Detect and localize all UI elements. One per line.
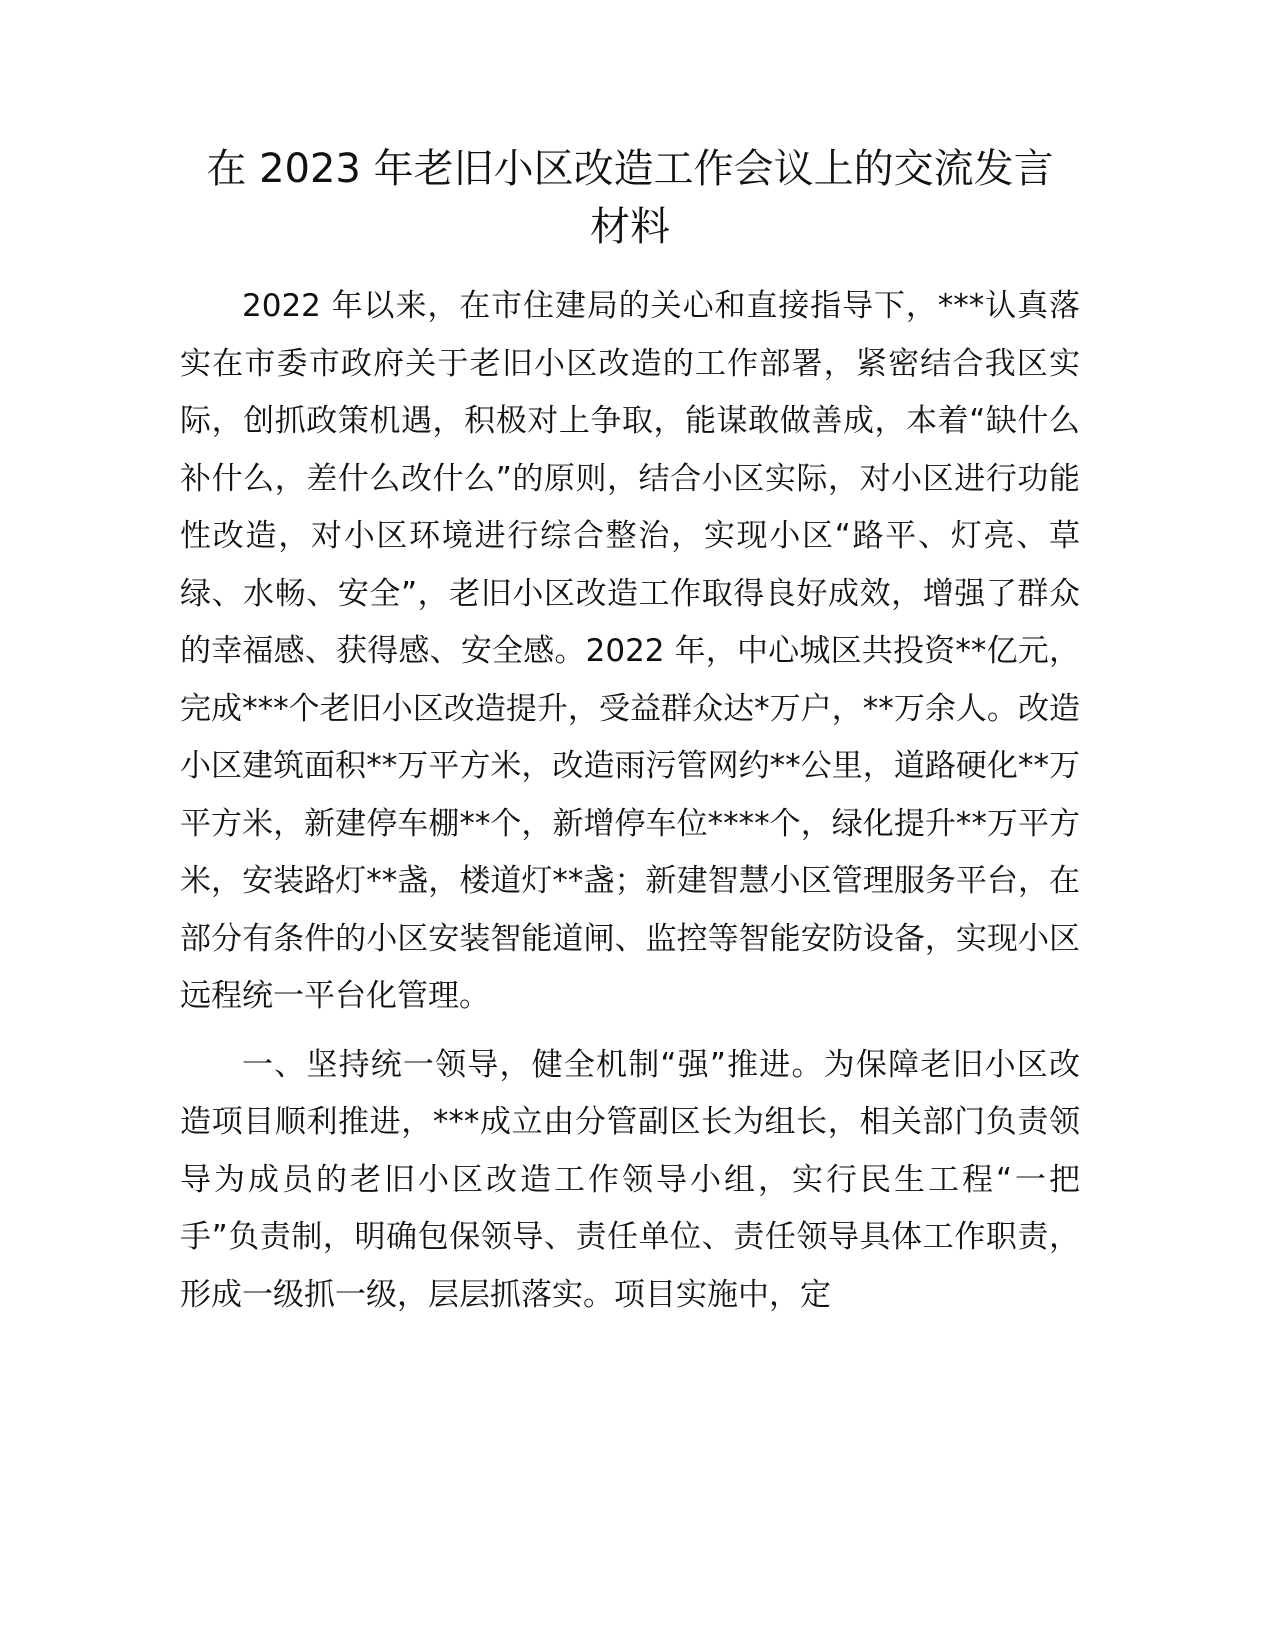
intro-paragraph: 2022 年以来，在市住建局的关心和直接指导下，***认真落实在市委市政府关于老旧小区改造的工作部署，紧密结合我区实际，创抓政策机遇，积极对上争取，能谋敢做善成，本着“缺什么补什么，差什么改什么”的原则，结合小区实际，对小区进行功能性改造，对小区环境进行综合整治，实现小区“路平、灯亮、草绿、水畅、安全”，老旧小区改造工作取得良好成效，增强了群众的幸福感、获得感、安全感。2022 年，中心城区共投资**亿元，完成***个老旧小区改造提升，受益群众达*万户，**万余人。改造小区建筑面积**万平方米，改造雨污管网约**公里，道路硬化**万平方米，新建停车棚**个，新增停车位****个，绿化提升**万平方米，安装路灯**盏，楼道灯**盏；新建智慧小区管理服务平台，在部分有条件的小区安装智能道闸、监控等智能安防设备，实现小区远程统一平台化管理。 [180,288,1080,1014]
title-line-1: 在 2023 年老旧小区改造工作会议上的交流发言 [206,146,1054,192]
title-line-2: 材料 [590,204,670,250]
document-title [180,140,1080,256]
document-body [180,278,1080,1324]
section-one-paragraph: 一、坚持统一领导，健全机制“强”推进。为保障老旧小区改造项目顺利推进，***成立由分管副区长为组长，相关部门负责领导为成员的老旧小区改造工作领导小组，实行民生工程“一把手”负责制，明确包保领导、责任单位、责任领导具体工作职责，形成一级抓一级，层层抓落实。项目实施中，定 [180,1046,1080,1313]
